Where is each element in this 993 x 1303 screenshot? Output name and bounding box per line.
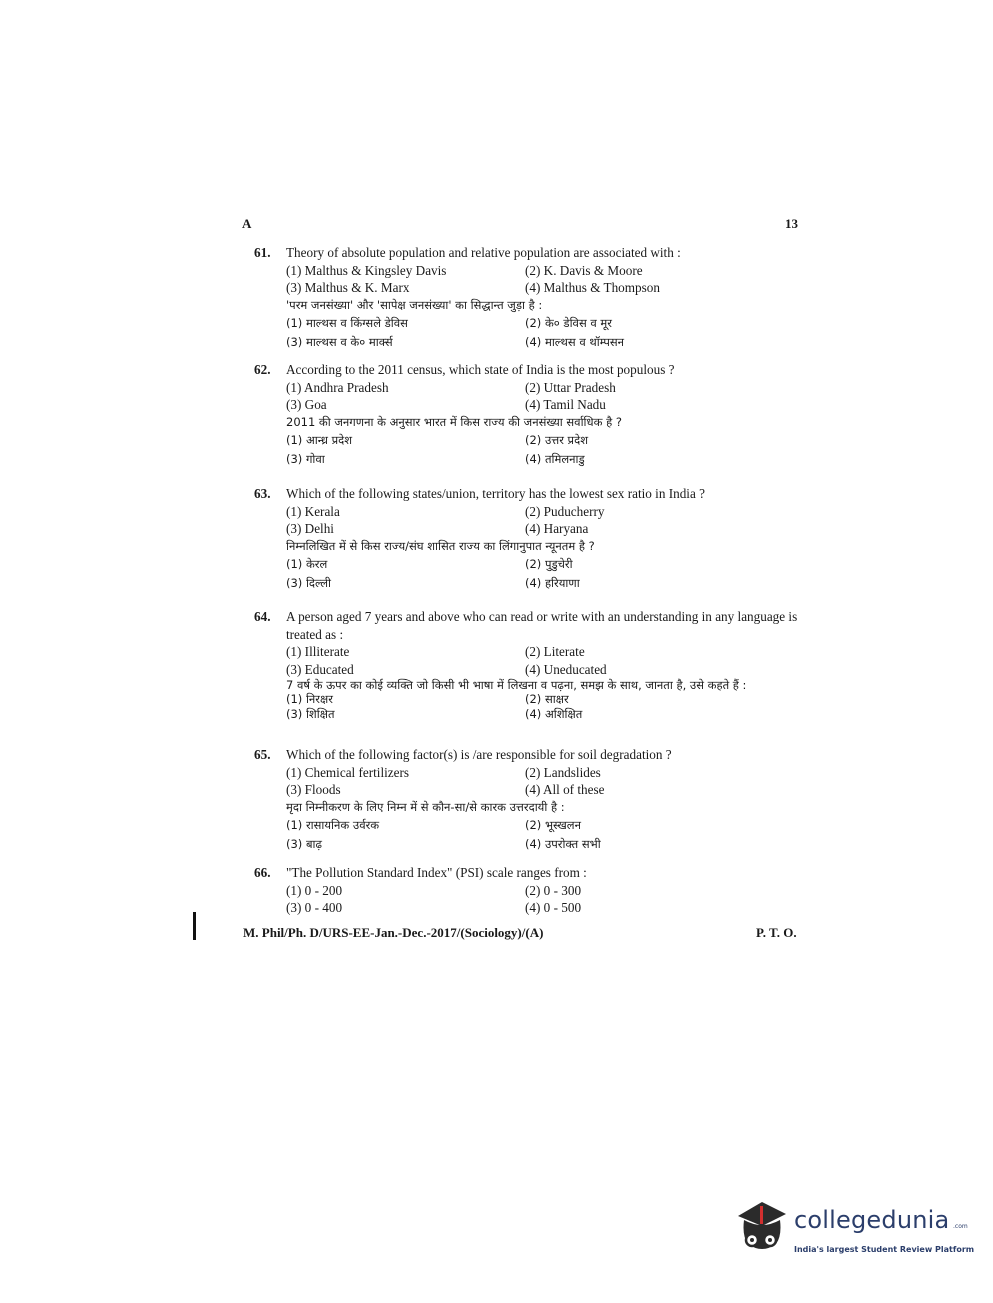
option-3-hindi: (3) गोवा	[286, 451, 325, 466]
option-4-hindi: (4) अशिक्षित	[525, 707, 583, 721]
question-number: 64.	[254, 609, 271, 624]
question-65	[254, 746, 799, 853]
option-4: (4) 0 - 500	[525, 900, 582, 915]
margin-mark	[193, 912, 196, 940]
question-62	[254, 361, 799, 468]
series-label: A	[242, 216, 252, 231]
option-3: (3) 0 - 400	[286, 900, 343, 915]
question-text: Which of the following states/union, territory has the lowest sex ratio in India ?	[286, 486, 705, 501]
option-4-hindi: (4) हरियाणा	[525, 575, 580, 590]
question-text-hindi: मृदा निम्नीकरण के लिए निम्न में से कौन-सा/से कारक उत्तरदायी है :	[286, 799, 565, 814]
option-2-hindi: (2) भूस्खलन	[525, 818, 581, 832]
question-text-hindi: 7 वर्ष के ऊपर का कोई व्यक्ति जो किसी भी भाषा में लिखना व पढ़ना, समझ के साथ, जानता है, उसे कहते हैं :	[286, 678, 747, 692]
pto-label: P. T. O.	[756, 925, 797, 940]
option-3-hindi: (3) शिक्षित	[286, 707, 335, 721]
question-text-hindi: 2011 की जनगणना के अनुसार भारत में किस राज्य की जनसंख्या सर्वाधिक है ?	[286, 414, 622, 429]
option-3: (3) Goa	[286, 397, 327, 412]
option-4-hindi: (4) तमिलनाडु	[525, 451, 585, 466]
logo-domain-suffix: .com	[953, 1223, 968, 1230]
question-text: According to the 2011 census, which state of India is the most populous ?	[286, 362, 675, 377]
question-number: 66.	[254, 865, 271, 880]
option-2: (2) Puducherry	[525, 503, 605, 519]
option-2: (2) Literate	[525, 644, 585, 659]
option-1-hindi: (1) आन्ध्र प्रदेश	[286, 433, 353, 447]
option-1: (1) Malthus & Kingsley Davis	[286, 262, 447, 278]
question-text: A person aged 7 years and above who can read or write with an understanding in any language is treated as :	[286, 609, 798, 642]
option-3: (3) Educated	[286, 661, 354, 677]
option-1-hindi: (1) निरक्षर	[286, 692, 333, 706]
logo-wordmark: collegedunia	[794, 1206, 950, 1234]
option-2-hindi: (2) के० डेविस व मूर	[525, 316, 612, 330]
option-1: (1) Illiterate	[286, 644, 350, 659]
option-1-hindi: (1) केरल	[286, 557, 328, 571]
question-text: Which of the following factor(s) is /are responsible for soil degradation ?	[286, 747, 672, 762]
question-64	[254, 608, 799, 722]
option-4: (4) Tamil Nadu	[525, 397, 606, 412]
option-1: (1) 0 - 200	[286, 882, 343, 898]
option-2-hindi: (2) पुडुचेरी	[525, 557, 573, 571]
question-66	[254, 864, 799, 917]
option-2-hindi: (2) साक्षर	[525, 692, 569, 706]
option-1-hindi: (1) रासायनिक उर्वरक	[286, 818, 380, 832]
question-number: 62.	[254, 362, 271, 377]
question-number: 65.	[254, 747, 271, 762]
option-4-hindi: (4) माल्थस व थॉम्पसन	[525, 334, 625, 349]
option-1-hindi: (1) माल्थस व किंग्सले डेविस	[286, 316, 408, 330]
option-1: (1) Andhra Pradesh	[286, 379, 389, 395]
question-text-hindi: 'परम जनसंख्या' और 'सापेक्ष जनसंख्या' का सिद्धान्त जुड़ा है :	[286, 297, 543, 312]
question-text-hindi: निम्नलिखित में से किस राज्य/संघ शासित राज्य का लिंगानुपात न्यूनतम है ?	[286, 538, 595, 553]
collegedunia-logo	[732, 1196, 975, 1262]
paper-code: M. Phil/Ph. D/URS-EE-Jan.-Dec.-2017/(Sociology)/(A)	[243, 925, 544, 940]
question-61	[254, 244, 799, 351]
question-number: 61.	[254, 245, 271, 260]
option-4: (4) Malthus & Thompson	[525, 280, 660, 295]
logo-tagline: India's largest Student Review Platform	[794, 1245, 975, 1254]
question-number: 63.	[254, 486, 271, 501]
question-63	[254, 485, 799, 592]
option-3: (3) Malthus & K. Marx	[286, 280, 410, 295]
option-2: (2) K. Davis & Moore	[525, 262, 643, 278]
option-3-hindi: (3) बाढ़	[286, 836, 322, 851]
option-3-hindi: (3) दिल्ली	[286, 575, 331, 590]
option-4: (4) Haryana	[525, 521, 589, 536]
option-4-hindi: (4) उपरोक्त सभी	[525, 836, 601, 851]
option-4: (4) Uneducated	[525, 661, 607, 677]
option-2: (2) 0 - 300	[525, 882, 582, 898]
question-text: Theory of absolute population and relative population are associated with :	[286, 245, 681, 260]
option-3-hindi: (3) माल्थस व के० मार्क्स	[286, 334, 393, 349]
option-3: (3) Delhi	[286, 521, 334, 536]
option-2: (2) Uttar Pradesh	[525, 379, 616, 395]
option-4: (4) All of these	[525, 782, 605, 797]
question-text: "The Pollution Standard Index" (PSI) scale ranges from :	[286, 865, 587, 880]
page-number: 13	[785, 216, 798, 231]
option-2-hindi: (2) उत्तर प्रदेश	[525, 433, 589, 447]
option-1: (1) Kerala	[286, 503, 340, 519]
mascot-icon	[732, 1196, 792, 1258]
option-2: (2) Landslides	[525, 764, 601, 780]
option-1: (1) Chemical fertilizers	[286, 764, 410, 780]
option-3: (3) Floods	[286, 782, 341, 797]
